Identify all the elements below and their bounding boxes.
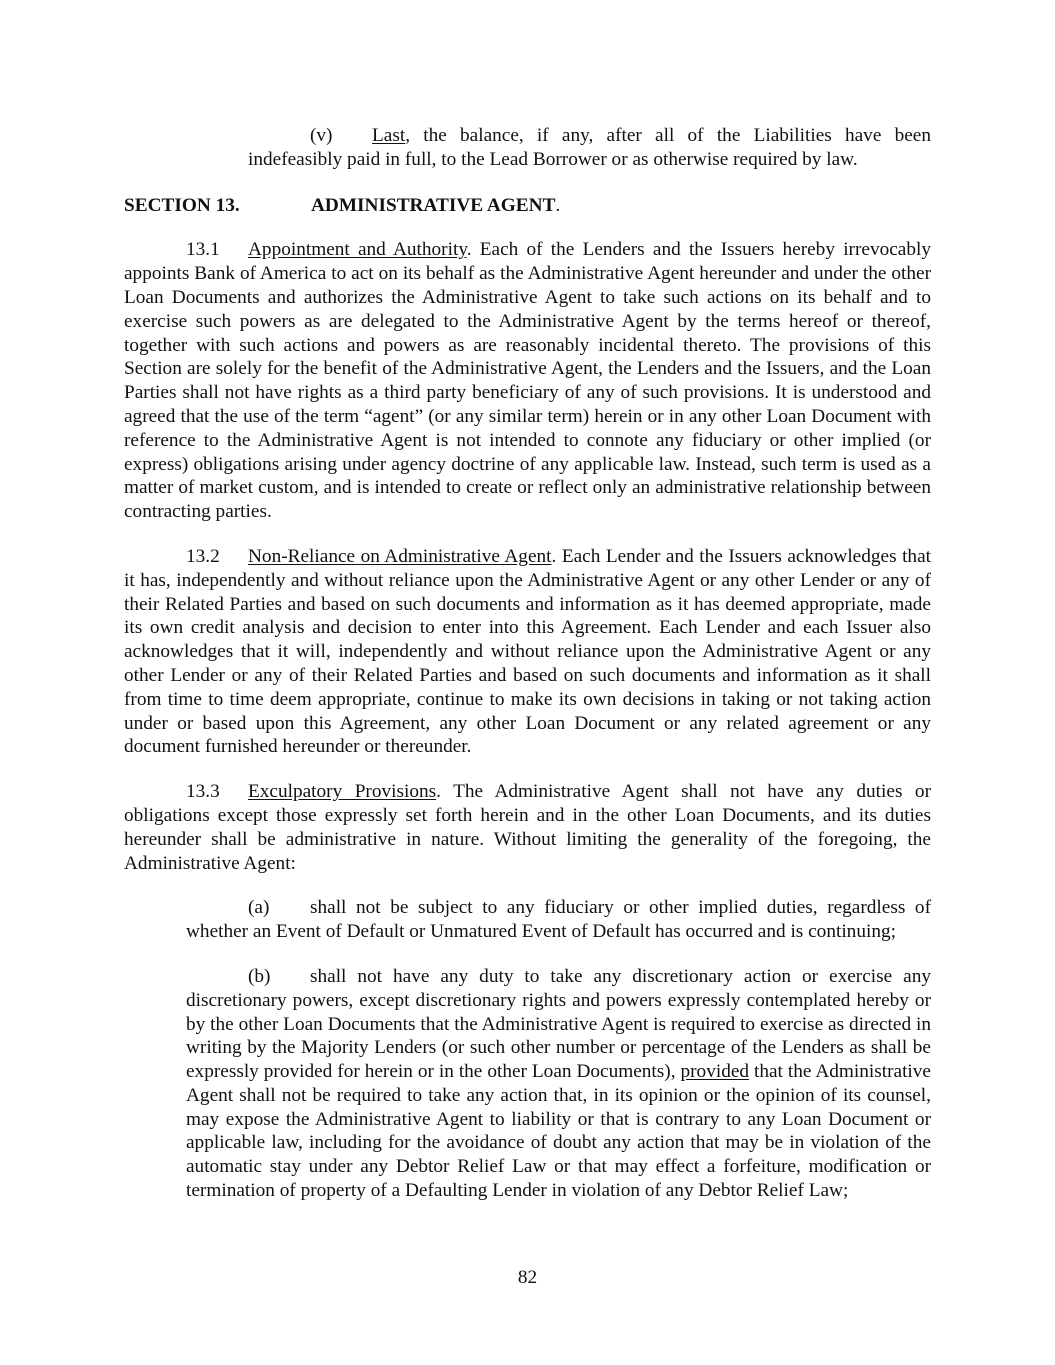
provided-term: provided [680, 1061, 750, 1083]
paragraph-number: 13.3 [186, 781, 220, 803]
paragraph-text: . Each of the Lenders and the Issuers hereby irrevocably appoints Bank of America to act on its behalf as the Administrative Agent hereunder and under the other Loan Documents and authorizes the Administrative Agent to take such actions on its behalf and to exercise such powers as are delegated to the Administrative Agent by the terms hereof or thereof, together with such actions and powers as are reasonably incidental thereto. The provisions of this Section are solely for the benefit of the Administrative Agent, the Lenders and the Issuers, and the Loan Parties shall not have rights as a third party beneficiary of any of such provisions. It is understood and agreed that the use of the term “agent” (or any similar term) herein or in any other Loan Document with reference to the Administrative Agent is not intended to connote any fiduciary or other implied (or express) obligations arising under agency doctrine of any applicable law. Instead, such term is used as a matter of market custom, and is intended to create or reflect only an administrative relationship between contracting parties. [124, 239, 931, 523]
section-heading [124, 194, 931, 218]
subclause-number: (b) [248, 965, 271, 987]
subclause-a [186, 896, 931, 944]
subclause-text-before: shall not have any duty to take any discretionary action or exercise any discretionary powers, except discretionary rights and powers expressly contemplated hereby or by the other Loan Documents that the Administrative Agent is required to exercise as directed in writing by the Majority Lenders (or such other number or percentage of the Lenders as shall be expressly provided for herein or in the other Loan Documents), [186, 965, 931, 1083]
clause-v [248, 124, 931, 172]
section-number: SECTION 13. [124, 194, 240, 216]
paragraph-13-2 [124, 545, 931, 759]
page-number: 82 [517, 1267, 538, 1288]
subclause-number: (a) [248, 897, 270, 919]
clause-text: , the balance, if any, after all of the Liabilities have been indefeasibly paid in full, to the Lead Borrower or as otherwise required by law. [248, 125, 931, 170]
paragraph-13-1 [124, 238, 931, 524]
paragraph-number: 13.2 [186, 545, 220, 567]
subclause-text: shall not be subject to any fiduciary or other implied duties, regardless of whether an Event of Default or Unmatured Event of Default has occurred and is continuing; [186, 897, 931, 943]
subclause-b [186, 965, 931, 1203]
section-title-period: . [555, 194, 561, 216]
paragraph-heading: Non-Reliance on Administrative Agent [248, 545, 552, 567]
paragraph-heading: Appointment and Authority [248, 239, 467, 261]
section-title: ADMINISTRATIVE AGENT [311, 194, 556, 216]
paragraph-text: . The Administrative Agent shall not have any duties or obligations except those expressly set forth herein and in the other Loan Documents, and its duties hereunder shall be administrative in nature. Without limiting the generality of the foregoing, the Administrative Agent: [124, 781, 931, 874]
clause-number: (v) [310, 125, 333, 146]
subclause-text-after: that the Administrative Agent shall not be required to take any action that, in its opinion or the opinion of its counsel, may expose the Administrative Agent to liability or that is contrary to any Loan Document or applicable law, including for the avoidance of doubt any action that may be in violation of the automatic stay under any Debtor Relief Law or that may effect a forfeiture, modification or termination of property of a Defaulting Lender in violation of any Debtor Relief Law; [186, 1061, 931, 1202]
document-page [124, 124, 931, 1203]
clause-label: Last [372, 125, 406, 146]
paragraph-13-3 [124, 780, 931, 875]
paragraph-text: . Each Lender and the Issuers acknowledges that it has, independently and without reliance upon the Administrative Agent or any other Lender or any of their Related Parties and based on such documents and information as it has deemed appropriate, made its own credit analysis and decision to enter into this Agreement. Each Lender and each Issuer also acknowledges that it will, independently and without reliance upon the Administrative Agent or any other Lender or any of their Related Parties and based on such documents and information as it shall from time to time deem appropriate, continue to make its own decisions in taking or not taking action under or based upon this Agreement, any other Loan Document or any related agreement or any document furnished hereunder or thereunder. [124, 545, 931, 758]
paragraph-heading: Exculpatory Provisions [248, 781, 437, 803]
paragraph-number: 13.1 [186, 239, 220, 261]
